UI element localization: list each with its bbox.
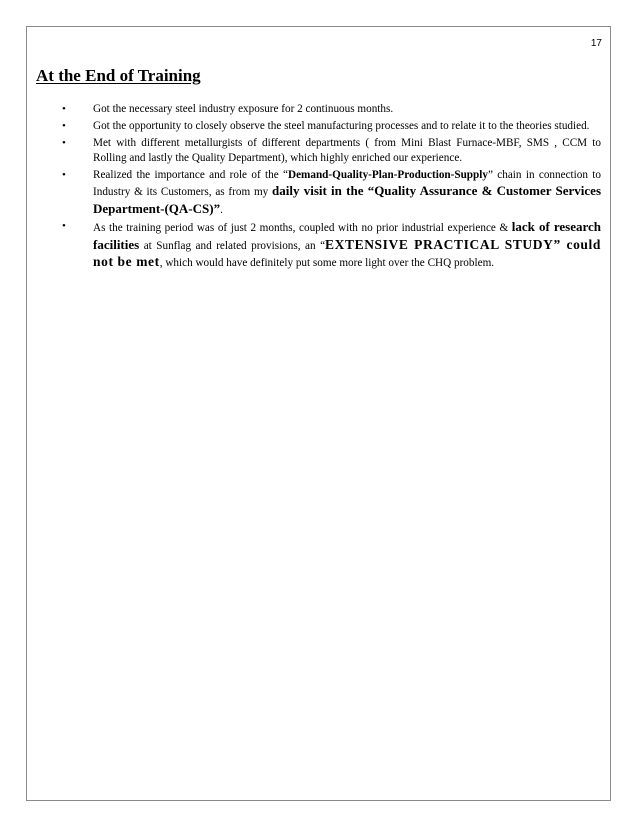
chain-emphasis: Demand-Quality-Plan-Production-Supply	[288, 168, 488, 181]
department-emphasis: daily visit in the “Quality Assurance & Customer Services Department-(QA-CS)”	[93, 183, 602, 216]
list-item-text: Got the opportunity to closely observe the steel manufacturing processes and to relate it to the theories studied.	[93, 119, 590, 132]
list-item	[60, 102, 601, 117]
list-item	[60, 136, 601, 167]
bullet-icon: •	[62, 220, 66, 233]
page-number: 17	[590, 38, 602, 49]
list-item	[60, 119, 601, 134]
bullet-icon: •	[62, 168, 66, 181]
list-item-text: Met with different metallurgists of different departments ( from Mini Blast Furnace-MBF, SMS , CCM to Rolling and lastly the Quality Department), which highly enriched our experience.	[93, 136, 601, 164]
list-item-text: Got the necessary steel industry exposure for 2 continuous months.	[93, 103, 394, 115]
bullet-list	[60, 102, 601, 273]
list-item-text: As the training period was of just 2 months, coupled with no prior industrial experience &	[93, 222, 512, 235]
bullet-icon: •	[62, 119, 66, 132]
list-item-text: at Sunflag and related provisions, an “	[139, 239, 326, 252]
lack-emphasis: lack of research facilities	[93, 219, 601, 252]
extensive-study-emphasis: EXTENSIVE PRACTICAL STUDY” could not be met	[93, 236, 601, 270]
list-item-text: , which would have definitely put some more light over the CHQ problem.	[159, 257, 495, 270]
list-item	[60, 219, 601, 271]
bullet-icon: •	[62, 136, 66, 149]
list-item-text: Realized the importance and role of the “	[93, 168, 288, 181]
list-item	[60, 168, 601, 218]
list-item-text: ” chain in connection to Industry & its Customers, as from my	[93, 168, 601, 199]
bullet-icon: •	[62, 103, 66, 115]
list-item-text: .	[220, 203, 223, 216]
section-heading: At the End of Training	[36, 66, 201, 85]
